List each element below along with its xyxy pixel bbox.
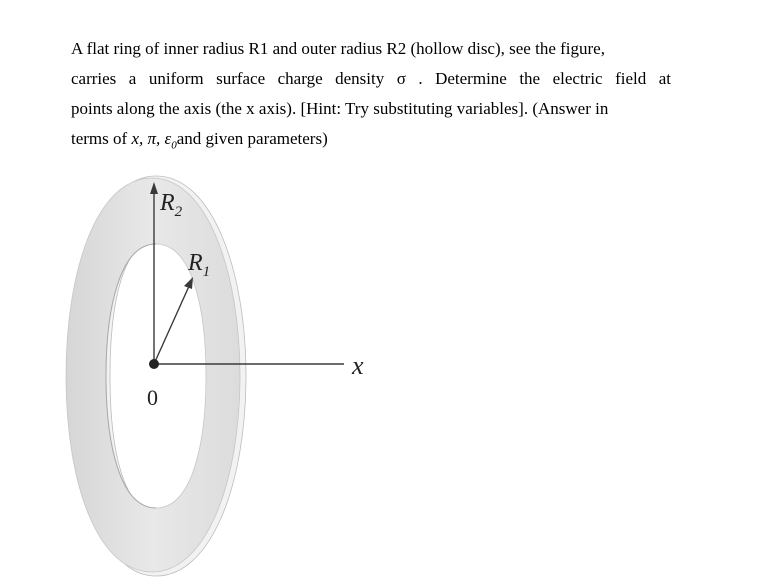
- r1-arrowhead: [184, 277, 193, 289]
- epsilon-subscript: 0: [171, 139, 177, 152]
- x-axis-label: x: [352, 351, 364, 380]
- problem-line-2: carries a uniform surface charge density σ . Determine the electric field at: [71, 69, 671, 88]
- r1-radius-line: [154, 284, 190, 364]
- line-4-prefix: terms of: [71, 129, 132, 148]
- problem-line-1: A flat ring of inner radius R1 and outer radius R2 (hollow disc), see the figure,: [71, 39, 605, 58]
- problem-line-3: points along the axis (the x axis). [Hint: Try substituting variables]. (Answer in: [71, 99, 609, 118]
- line-4-suffix: and given parameters): [176, 129, 328, 148]
- r1-label: $R_1$: [188, 250, 211, 280]
- ring-face: [66, 178, 240, 572]
- origin-label: 0: [147, 385, 158, 410]
- r2-label: $R_2$: [160, 190, 183, 220]
- origin-point: [149, 359, 159, 369]
- math-variables: x, π, ε: [131, 129, 172, 148]
